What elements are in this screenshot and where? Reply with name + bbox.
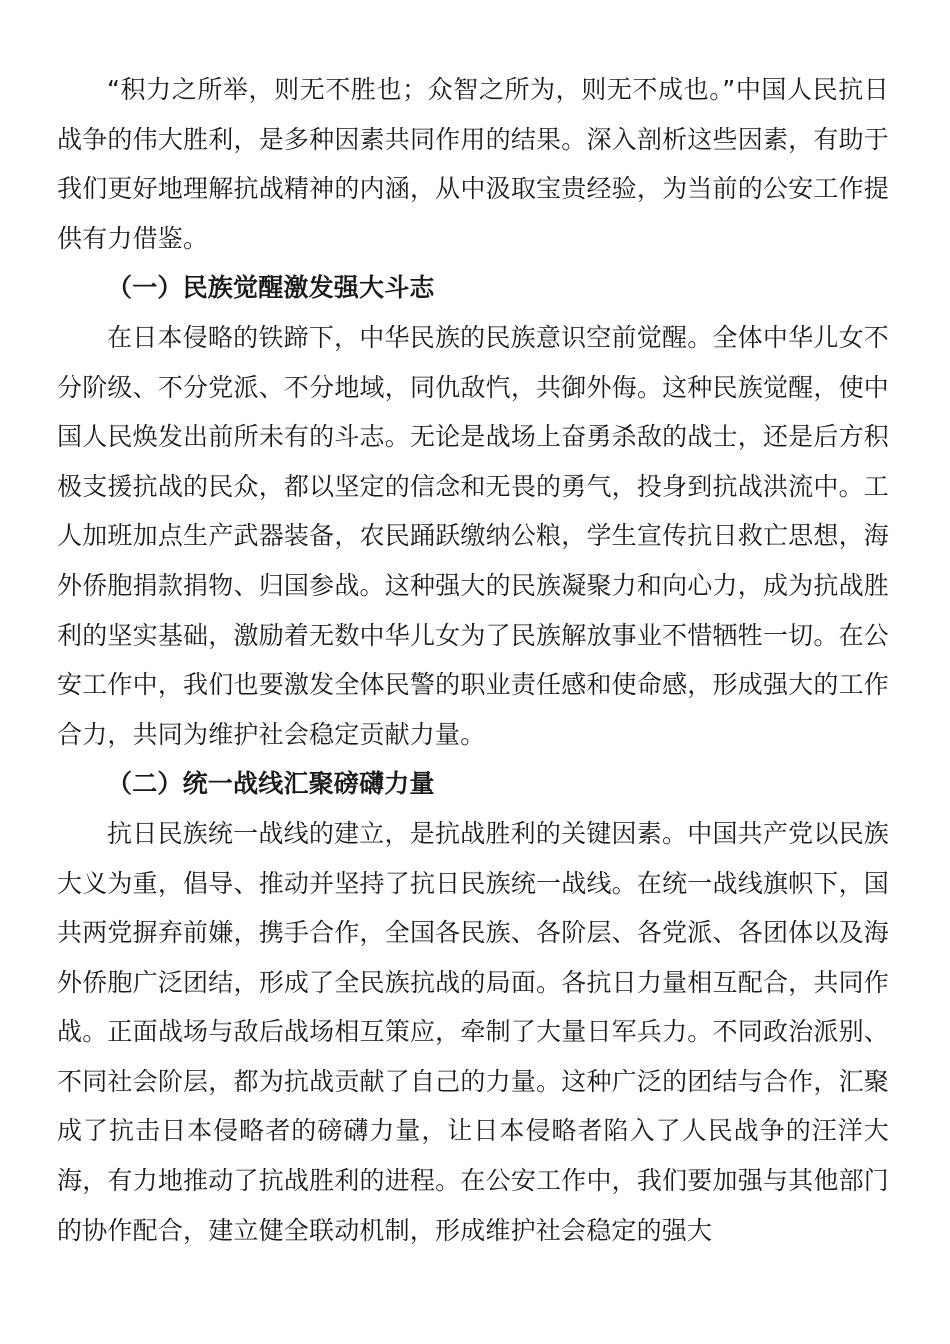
section-1-paragraph: 在日本侵略的铁蹄下，中华民族的民族意识空前觉醒。全体中华儿女不分阶级、不分党派、不分地域，同仇敌忾，共御外侮。这种民族觉醒，使中国人民焕发出前所未有的斗志。无论是战场上奋勇杀敌的战士，还是后方积极支援抗战的民众，都以坚定的信念和无畏的勇气，投身到抗战洪流中。工人加班加点生产武器装备，农民踊跃缴纳公粮，学生宣传抗日救亡思想，海外侨胞捐款捐物、归国参战。这种强大的民族凝聚力和向心力，成为抗战胜利的坚实基础，激励着无数中华儿女为了民族解放事业不惜牺牲一切。在公安工作中，我们也要激发全体民警的职业责任感和使命感，形成强大的工作合力，共同为维护社会稳定贡献力量。 bbox=[57, 322, 889, 749]
intro-paragraph: “积力之所举，则无不胜也；众智之所为，则无不成也。”中国人民抗日战争的伟大胜利，是多种因素共同作用的结果。深入剖析这些因素，有助于我们更好地理解抗战精神的内涵，从中汲取宝贵经验，为当前的公安工作提供有力借鉴。 bbox=[57, 75, 889, 253]
section-heading-2: （二）统一战线汇聚磅礴力量 bbox=[107, 769, 435, 799]
document-body bbox=[57, 65, 889, 1255]
section-heading-1: （一）民族觉醒激发强大斗志 bbox=[107, 273, 435, 303]
section-2-paragraph: 抗日民族统一战线的建立，是抗战胜利的关键因素。中国共产党以民族大义为重，倡导、推动并坚持了抗日民族统一战线。在统一战线旗帜下，国共两党摒弃前嫌，携手合作，全国各民族、各阶层、各党派、各团体以及海外侨胞广泛团结，形成了全民族抗战的局面。各抗日力量相互配合，共同作战。正面战场与敌后战场相互策应，牵制了大量日军兵力。不同政治派别、不同社会阶层，都为抗战贡献了自己的力量。这种广泛的团结与合作，汇聚成了抗击日本侵略者的磅礴力量，让日本侵略者陷入了人民战争的汪洋大海，有力地推动了抗战胜利的进程。在公安工作中，我们要加强与其他部门的协作配合，建立健全联动机制，形成维护社会稳定的强大 bbox=[57, 818, 889, 1245]
